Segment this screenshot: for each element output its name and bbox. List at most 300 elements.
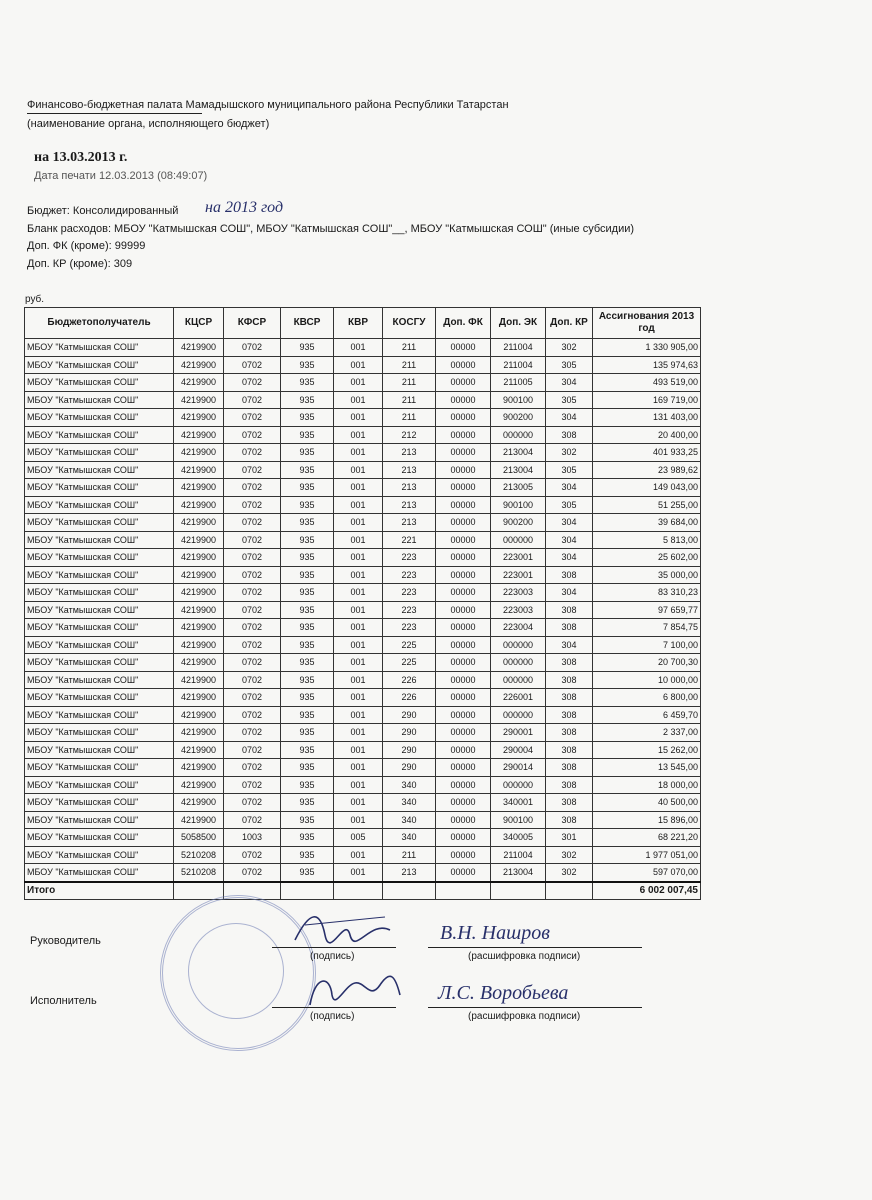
table-cell: 308 — [546, 566, 593, 584]
table-cell: 223 — [383, 601, 436, 619]
table-cell: 7 854,75 — [593, 619, 701, 637]
table-cell: 340 — [383, 794, 436, 812]
table-cell: 308 — [546, 724, 593, 742]
table-cell: 935 — [281, 776, 334, 794]
table-cell: МБОУ "Катмышская СОШ" — [25, 444, 174, 462]
table-cell: 001 — [334, 531, 383, 549]
table-cell: 211 — [383, 409, 436, 427]
table-cell: 4219900 — [174, 619, 224, 637]
table-row — [25, 356, 701, 374]
table-cell: 0702 — [224, 619, 281, 637]
table-cell: 308 — [546, 671, 593, 689]
table-cell: 10 000,00 — [593, 671, 701, 689]
table-cell: МБОУ "Катмышская СОШ" — [25, 724, 174, 742]
table-cell: 308 — [546, 776, 593, 794]
table-cell: 1 977 051,00 — [593, 846, 701, 864]
table-cell: МБОУ "Катмышская СОШ" — [25, 811, 174, 829]
table-cell: 4219900 — [174, 339, 224, 357]
head-name-handwritten: В.Н. Нашров — [440, 922, 550, 944]
table-cell: 213 — [383, 461, 436, 479]
header-cell: Ассигнования 2013 год — [593, 308, 701, 339]
executor-name-handwritten: Л.С. Воробьева — [438, 982, 569, 1004]
table-cell: 131 403,00 — [593, 409, 701, 427]
table-cell: 308 — [546, 601, 593, 619]
table-cell: МБОУ "Катмышская СОШ" — [25, 584, 174, 602]
table-cell: 001 — [334, 654, 383, 672]
executor-sign-caption: (подпись) — [310, 1011, 355, 1022]
table-cell: 00000 — [436, 811, 491, 829]
dop-fk-line: Доп. ФК (кроме): 99999 — [27, 240, 146, 252]
table-cell: МБОУ "Катмышская СОШ" — [25, 479, 174, 497]
table-cell: 001 — [334, 409, 383, 427]
table-cell: 935 — [281, 601, 334, 619]
table-cell: 5058500 — [174, 829, 224, 847]
table-cell: 51 255,00 — [593, 496, 701, 514]
table-cell: 935 — [281, 846, 334, 864]
executor-decode-caption: (расшифровка подписи) — [468, 1011, 581, 1022]
table-cell: 935 — [281, 339, 334, 357]
table-cell: 4219900 — [174, 531, 224, 549]
table-cell: 401 933,25 — [593, 444, 701, 462]
table-cell: 00000 — [436, 654, 491, 672]
table-cell: 935 — [281, 706, 334, 724]
table-cell: 304 — [546, 549, 593, 567]
table-cell: 304 — [546, 374, 593, 392]
table-cell: 13 545,00 — [593, 759, 701, 777]
table-row — [25, 689, 701, 707]
table-cell: 15 896,00 — [593, 811, 701, 829]
table-cell: 340005 — [491, 829, 546, 847]
table-cell: 00000 — [436, 461, 491, 479]
table-cell: 4219900 — [174, 811, 224, 829]
table-cell: 223003 — [491, 601, 546, 619]
table-cell: 1 330 905,00 — [593, 339, 701, 357]
table-cell: 5210208 — [174, 864, 224, 882]
table-cell: 900200 — [491, 409, 546, 427]
table-row — [25, 566, 701, 584]
table-cell: 00000 — [436, 724, 491, 742]
table-cell: 001 — [334, 741, 383, 759]
header-cell: КОСГУ — [383, 308, 436, 339]
table-cell: 169 719,00 — [593, 391, 701, 409]
table-cell: 00000 — [436, 531, 491, 549]
table-cell: 001 — [334, 356, 383, 374]
table-cell: 935 — [281, 549, 334, 567]
table-cell: 0702 — [224, 549, 281, 567]
table-cell: 4219900 — [174, 514, 224, 532]
table-cell: 4219900 — [174, 426, 224, 444]
table-row — [25, 829, 701, 847]
table-cell: 00000 — [436, 671, 491, 689]
table-cell: 20 700,30 — [593, 654, 701, 672]
table-cell: МБОУ "Катмышская СОШ" — [25, 391, 174, 409]
table-cell: 304 — [546, 636, 593, 654]
table-cell: 935 — [281, 619, 334, 637]
table-row — [25, 794, 701, 812]
table-cell: 308 — [546, 426, 593, 444]
table-cell: 00000 — [436, 689, 491, 707]
table-cell: МБОУ "Катмышская СОШ" — [25, 619, 174, 637]
table-cell: 0702 — [224, 794, 281, 812]
table-cell: 4219900 — [174, 356, 224, 374]
table-cell: 135 974,63 — [593, 356, 701, 374]
table-cell: 290 — [383, 724, 436, 742]
table-cell: 4219900 — [174, 794, 224, 812]
table-row — [25, 671, 701, 689]
table-row — [25, 724, 701, 742]
table-cell: 213004 — [491, 444, 546, 462]
table-row — [25, 531, 701, 549]
table-cell: 001 — [334, 706, 383, 724]
table-cell: 302 — [546, 444, 593, 462]
table-cell: 6 800,00 — [593, 689, 701, 707]
table-cell: 001 — [334, 514, 383, 532]
table-cell: 226 — [383, 671, 436, 689]
header-cell: КВР — [334, 308, 383, 339]
table-cell: 935 — [281, 374, 334, 392]
table-cell: МБОУ "Катмышская СОШ" — [25, 356, 174, 374]
table-cell: МБОУ "Катмышская СОШ" — [25, 636, 174, 654]
table-cell: 223 — [383, 619, 436, 637]
table-cell: 935 — [281, 461, 334, 479]
header-cell: Доп. ФК — [436, 308, 491, 339]
table-cell: 935 — [281, 584, 334, 602]
table-cell: 935 — [281, 566, 334, 584]
table-row — [25, 601, 701, 619]
table-cell: 001 — [334, 689, 383, 707]
table-cell: 302 — [546, 846, 593, 864]
table-cell: 935 — [281, 531, 334, 549]
allocations-table — [24, 307, 701, 900]
table-cell: 4219900 — [174, 566, 224, 584]
table-cell: 0702 — [224, 706, 281, 724]
table-cell: 308 — [546, 619, 593, 637]
table-cell: 935 — [281, 356, 334, 374]
table-cell: 001 — [334, 671, 383, 689]
table-cell: 308 — [546, 654, 593, 672]
table-cell: МБОУ "Катмышская СОШ" — [25, 689, 174, 707]
table-row — [25, 374, 701, 392]
table-cell: 0702 — [224, 671, 281, 689]
table-cell: 001 — [334, 461, 383, 479]
table-cell: 20 400,00 — [593, 426, 701, 444]
table-cell: 340 — [383, 776, 436, 794]
dop-kr-line: Доп. КР (кроме): 309 — [27, 258, 133, 270]
table-cell: МБОУ "Катмышская СОШ" — [25, 549, 174, 567]
organization-name: Финансово-бюджетная палата Мамадышского муниципального района Республики Татарстан — [27, 99, 509, 111]
table-cell: 00000 — [436, 706, 491, 724]
table-row — [25, 619, 701, 637]
table-cell: 304 — [546, 531, 593, 549]
table-cell: МБОУ "Катмышская СОШ" — [25, 829, 174, 847]
table-cell: 0702 — [224, 426, 281, 444]
table-cell: 00000 — [436, 444, 491, 462]
executor-label: Исполнитель — [30, 995, 97, 1007]
table-cell: 4219900 — [174, 741, 224, 759]
table-cell: 935 — [281, 811, 334, 829]
table-cell: 290014 — [491, 759, 546, 777]
table-cell: 00000 — [436, 391, 491, 409]
table-row — [25, 479, 701, 497]
table-cell: 301 — [546, 829, 593, 847]
table-cell: 001 — [334, 794, 383, 812]
table-row — [25, 636, 701, 654]
table-cell: 290 — [383, 741, 436, 759]
table-row — [25, 426, 701, 444]
table-cell: 0702 — [224, 479, 281, 497]
table-cell: 7 100,00 — [593, 636, 701, 654]
table-cell: 39 684,00 — [593, 514, 701, 532]
head-decode-line — [428, 947, 642, 948]
table-cell: 211004 — [491, 339, 546, 357]
report-date: на 13.03.2013 г. — [34, 150, 128, 165]
table-cell: 223001 — [491, 566, 546, 584]
table-cell: 302 — [546, 339, 593, 357]
table-cell: МБОУ "Катмышская СОШ" — [25, 846, 174, 864]
table-cell: 001 — [334, 636, 383, 654]
table-cell: 0702 — [224, 759, 281, 777]
table-cell: 0702 — [224, 409, 281, 427]
table-cell: 0702 — [224, 391, 281, 409]
table-cell: 221 — [383, 531, 436, 549]
table-cell: 001 — [334, 584, 383, 602]
table-cell: 00000 — [436, 829, 491, 847]
table-cell: МБОУ "Катмышская СОШ" — [25, 566, 174, 584]
table-cell: МБОУ "Катмышская СОШ" — [25, 671, 174, 689]
table-cell: 00000 — [436, 794, 491, 812]
table-cell: 340 — [383, 811, 436, 829]
table-cell: 308 — [546, 689, 593, 707]
table-cell: 00000 — [436, 601, 491, 619]
table-cell: 302 — [546, 864, 593, 882]
table-cell: 00000 — [436, 426, 491, 444]
table-cell: 4219900 — [174, 479, 224, 497]
table-cell: 149 043,00 — [593, 479, 701, 497]
header-cell: Доп. ЭК — [491, 308, 546, 339]
table-cell: 212 — [383, 426, 436, 444]
table-cell: 223001 — [491, 549, 546, 567]
table-cell: 4219900 — [174, 706, 224, 724]
table-cell: 001 — [334, 496, 383, 514]
table-cell: 290001 — [491, 724, 546, 742]
table-cell: 935 — [281, 759, 334, 777]
table-cell: МБОУ "Катмышская СОШ" — [25, 706, 174, 724]
header-cell: КФСР — [224, 308, 281, 339]
table-cell: 0702 — [224, 776, 281, 794]
table-cell: 35 000,00 — [593, 566, 701, 584]
table-cell: 900100 — [491, 496, 546, 514]
table-cell: 0702 — [224, 356, 281, 374]
table-cell: 001 — [334, 811, 383, 829]
table-cell: 00000 — [436, 776, 491, 794]
table-cell: 304 — [546, 584, 593, 602]
table-cell: 211005 — [491, 374, 546, 392]
table-cell: 23 989,62 — [593, 461, 701, 479]
table-cell: 213 — [383, 479, 436, 497]
table-cell: 4219900 — [174, 776, 224, 794]
table-cell: 213 — [383, 514, 436, 532]
table-row — [25, 846, 701, 864]
table-cell: МБОУ "Катмышская СОШ" — [25, 759, 174, 777]
table-cell: 00000 — [436, 584, 491, 602]
table-cell: 00000 — [436, 636, 491, 654]
executor-decode-line — [428, 1007, 642, 1008]
table-cell: 001 — [334, 619, 383, 637]
table-cell: 0702 — [224, 601, 281, 619]
table-cell: 213 — [383, 864, 436, 882]
table-cell: 001 — [334, 601, 383, 619]
table-row — [25, 444, 701, 462]
table-row — [25, 776, 701, 794]
table-cell: 005 — [334, 829, 383, 847]
table-row — [25, 514, 701, 532]
table-cell: 4219900 — [174, 724, 224, 742]
table-cell: 5210208 — [174, 846, 224, 864]
table-cell: 304 — [546, 514, 593, 532]
table-cell: 211 — [383, 356, 436, 374]
table-cell: 223003 — [491, 584, 546, 602]
table-cell: 935 — [281, 409, 334, 427]
header-cell: КВСР — [281, 308, 334, 339]
table-cell: 900100 — [491, 811, 546, 829]
table-cell: 001 — [334, 549, 383, 567]
table-cell: 001 — [334, 864, 383, 882]
table-cell: 213004 — [491, 461, 546, 479]
table-row — [25, 654, 701, 672]
table-cell: 000000 — [491, 426, 546, 444]
table-cell: 304 — [546, 409, 593, 427]
table-cell: МБОУ "Катмышская СОШ" — [25, 741, 174, 759]
table-row — [25, 496, 701, 514]
table-cell: 213005 — [491, 479, 546, 497]
table-cell: 00000 — [436, 566, 491, 584]
table-cell: 4219900 — [174, 461, 224, 479]
table-cell: 935 — [281, 794, 334, 812]
table-cell: 935 — [281, 741, 334, 759]
table-cell: 308 — [546, 741, 593, 759]
table-row — [25, 706, 701, 724]
total-row — [25, 882, 701, 900]
table-cell: 0702 — [224, 514, 281, 532]
table-cell: 6 459,70 — [593, 706, 701, 724]
table-cell: МБОУ "Катмышская СОШ" — [25, 409, 174, 427]
table-cell: 000000 — [491, 776, 546, 794]
head-label: Руководитель — [30, 935, 101, 947]
table-cell: МБОУ "Катмышская СОШ" — [25, 601, 174, 619]
table-cell: 00000 — [436, 549, 491, 567]
table-cell: 40 500,00 — [593, 794, 701, 812]
table-cell: 935 — [281, 496, 334, 514]
header-cell: Бюджетополучатель — [25, 308, 174, 339]
table-cell: 001 — [334, 566, 383, 584]
table-cell: 305 — [546, 496, 593, 514]
table-cell: 211004 — [491, 846, 546, 864]
table-cell: 000000 — [491, 706, 546, 724]
table-cell: 225 — [383, 636, 436, 654]
executor-signature — [300, 965, 410, 1013]
table-cell: 000000 — [491, 654, 546, 672]
table-cell: 935 — [281, 636, 334, 654]
table-cell: 0702 — [224, 846, 281, 864]
table-cell: 340 — [383, 829, 436, 847]
table-cell: 0702 — [224, 461, 281, 479]
table-header-row — [25, 308, 701, 339]
total-label: Итого — [25, 882, 174, 900]
table-cell: МБОУ "Катмышская СОШ" — [25, 374, 174, 392]
table-cell: 4219900 — [174, 444, 224, 462]
table-cell: 001 — [334, 724, 383, 742]
table-cell: 4219900 — [174, 549, 224, 567]
table-cell: 4219900 — [174, 374, 224, 392]
table-cell: 2 337,00 — [593, 724, 701, 742]
table-cell: МБОУ "Катмышская СОШ" — [25, 339, 174, 357]
table-cell: 935 — [281, 514, 334, 532]
table-cell: 0702 — [224, 724, 281, 742]
table-row — [25, 584, 701, 602]
table-cell: 4219900 — [174, 584, 224, 602]
table-cell: 305 — [546, 391, 593, 409]
table-row — [25, 549, 701, 567]
table-cell: 0702 — [224, 339, 281, 357]
table-cell: 305 — [546, 461, 593, 479]
print-date: Дата печати 12.03.2013 (08:49:07) — [34, 170, 208, 182]
expense-form-line: Бланк расходов: МБОУ "Катмышская СОШ", МБОУ "Катмышская СОШ"__, МБОУ "Катмышская СОШ" (иные субсидии) — [27, 223, 635, 235]
table-cell: 211 — [383, 374, 436, 392]
table-cell: 308 — [546, 811, 593, 829]
head-sign-caption: (подпись) — [310, 951, 355, 962]
table-cell: 211 — [383, 391, 436, 409]
table-cell: 290 — [383, 759, 436, 777]
header-cell: КЦСР — [174, 308, 224, 339]
table-cell: 0702 — [224, 584, 281, 602]
table-cell: МБОУ "Катмышская СОШ" — [25, 531, 174, 549]
table-cell: 211 — [383, 339, 436, 357]
table-cell: 001 — [334, 776, 383, 794]
head-decode-caption: (расшифровка подписи) — [468, 951, 581, 962]
budget-handwritten-note: на 2013 год — [205, 199, 284, 216]
table-cell: 213 — [383, 444, 436, 462]
head-signature — [290, 905, 400, 950]
table-cell: 935 — [281, 479, 334, 497]
table-row — [25, 811, 701, 829]
table-cell: 001 — [334, 846, 383, 864]
table-cell: 0702 — [224, 741, 281, 759]
table-cell: 1003 — [224, 829, 281, 847]
table-cell: 0702 — [224, 531, 281, 549]
table-row — [25, 391, 701, 409]
table-cell: МБОУ "Катмышская СОШ" — [25, 496, 174, 514]
table-cell: 00000 — [436, 514, 491, 532]
table-cell: МБОУ "Катмышская СОШ" — [25, 776, 174, 794]
table-cell: 0702 — [224, 444, 281, 462]
table-cell: 4219900 — [174, 496, 224, 514]
table-cell: МБОУ "Катмышская СОШ" — [25, 864, 174, 882]
table-cell: 226 — [383, 689, 436, 707]
table-cell: 223 — [383, 549, 436, 567]
table-cell: 225 — [383, 654, 436, 672]
table-cell: 290 — [383, 706, 436, 724]
table-cell: 0702 — [224, 496, 281, 514]
table-cell: 304 — [546, 479, 593, 497]
table-cell: 0702 — [224, 636, 281, 654]
currency-label: руб. — [25, 294, 45, 305]
table-cell: 68 221,20 — [593, 829, 701, 847]
table-row — [25, 741, 701, 759]
table-cell: 223 — [383, 584, 436, 602]
table-cell: 00000 — [436, 356, 491, 374]
total-value: 6 002 007,45 — [593, 882, 701, 900]
table-cell: 935 — [281, 829, 334, 847]
